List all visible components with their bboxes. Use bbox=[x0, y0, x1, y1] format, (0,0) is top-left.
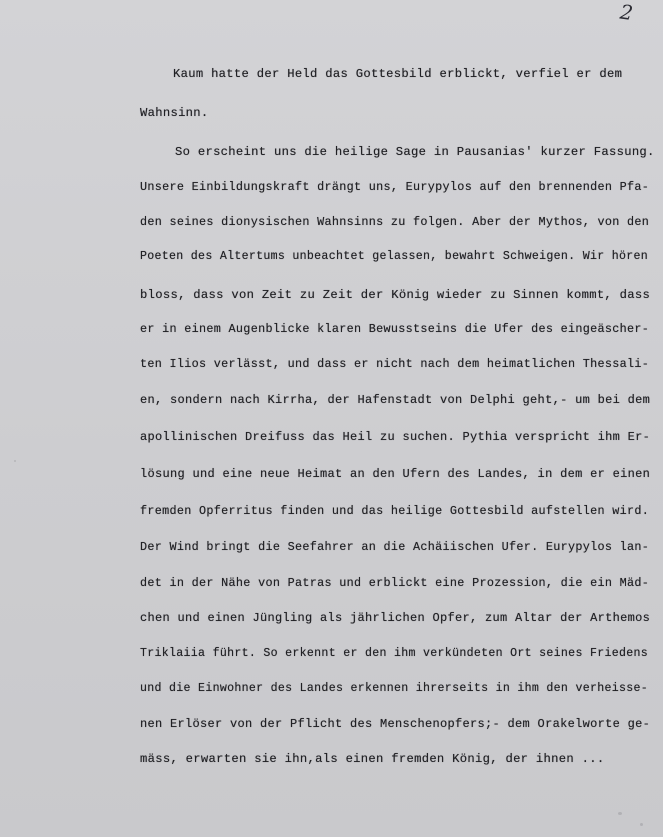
paper-speck bbox=[618, 812, 622, 815]
text-line: Der Wind bringt die Seefahrer an die Achäiischen Ufer. Eurypylos lan- bbox=[140, 540, 650, 554]
text-line: Poeten des Altertums unbeachtet gelassen, bewahrt Schweigen. Wir hören bbox=[140, 250, 649, 263]
text-line: lösung und eine neue Heimat an den Ufern des Landes, in dem er einen bbox=[140, 467, 651, 481]
text-line: Unsere Einbildungskraft drängt uns, Eurypylos auf den brennenden Pfa- bbox=[140, 180, 650, 194]
text-line: chen und einen Jüngling als jährlichen Opfer, zum Altar der Arthemos bbox=[140, 611, 651, 625]
text-line: So erscheint uns die heilige Sage in Pausanias' kurzer Fassung. bbox=[175, 145, 655, 159]
text-line: ten Ilios verlässt, und dass er nicht nach dem heimatlichen Thessali- bbox=[140, 357, 650, 371]
text-line: er in einem Augenblicke klaren Bewusstseins die Ufer des eingeäscher- bbox=[140, 322, 650, 336]
text-line: Triklaiia führt. So erkennt er den ihm verkündeten Ort seines Friedens bbox=[140, 647, 649, 660]
page-number: 2 bbox=[618, 0, 635, 26]
text-line: det in der Nähe von Patras und erblickt eine Prozession, die ein Mäd- bbox=[140, 576, 650, 590]
text-line: fremden Opferritus finden und das heilige Gottesbild aufstellen wird. bbox=[140, 504, 650, 518]
paper-speck bbox=[14, 460, 16, 462]
text-line: en, sondern nach Kirrha, der Hafenstadt von Delphi geht,- um bei dem bbox=[140, 393, 651, 407]
text-line: apollinischen Dreifuss das Heil zu suchen. Pythia verspricht ihm Er- bbox=[140, 430, 651, 444]
text-line: Kaum hatte der Held das Gottesbild erblickt, verfiel er dem bbox=[173, 67, 623, 81]
text-line: bloss, dass von Zeit zu Zeit der König wieder zu Sinnen kommt, dass bbox=[140, 288, 651, 302]
text-line: nen Erlöser von der Pflicht des Menschenopfers;- dem Orakelworte ge- bbox=[140, 717, 651, 731]
text-line: den seines dionysischen Wahnsinns zu folgen. Aber der Mythos, von den bbox=[140, 215, 650, 229]
text-line: und die Einwohner des Landes erkennen ihrerseits in ihm den verheisse- bbox=[140, 682, 649, 695]
paper-speck bbox=[640, 823, 643, 826]
text-line: Wahnsinn. bbox=[140, 106, 209, 120]
text-line: mäss, erwarten sie ihn,als einen fremden König, der ihnen ... bbox=[140, 752, 605, 766]
